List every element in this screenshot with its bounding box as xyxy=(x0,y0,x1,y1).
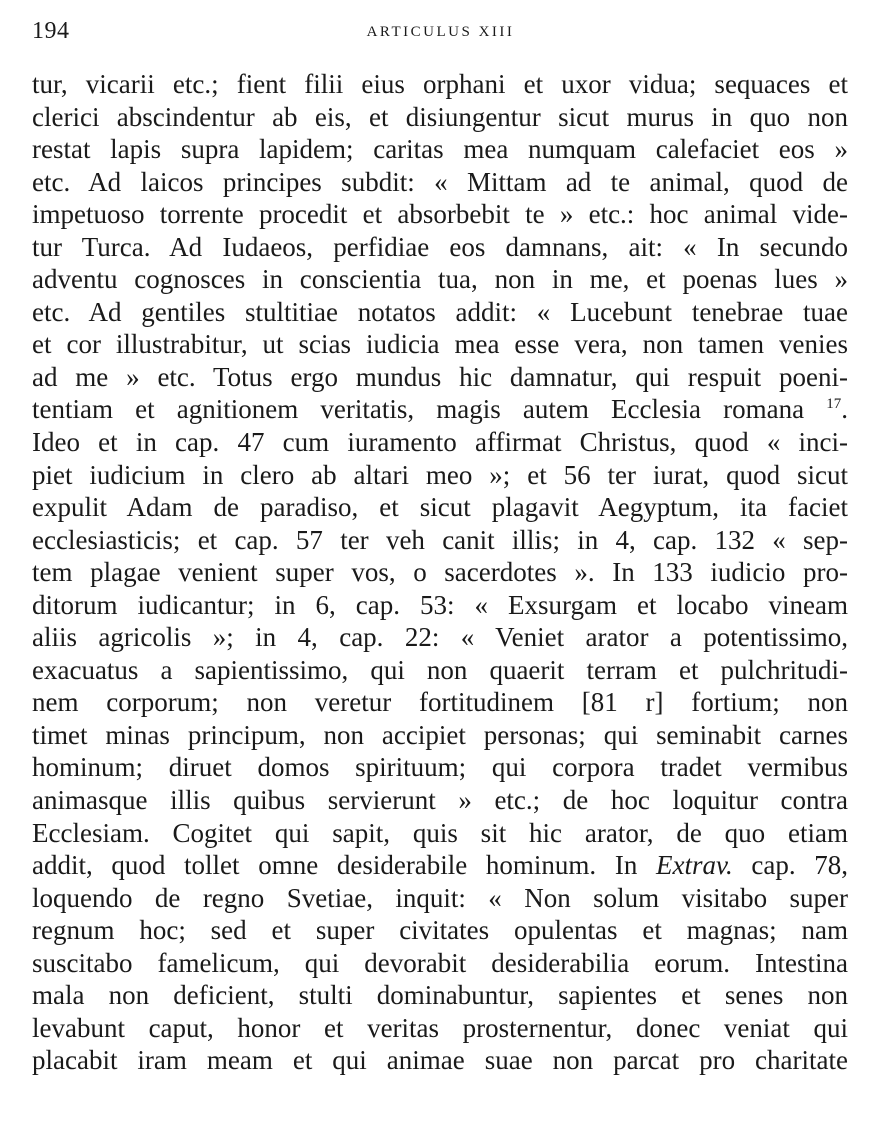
text-line: placabit iram meam et qui animae suae non parcat pro charitate xyxy=(32,1045,848,1076)
text-line: tur Turca. Ad Iudaeos, perfidiae eos damnans, ait: « In secundo xyxy=(32,231,848,262)
italic-abbreviation: Extrav. xyxy=(656,850,733,881)
text-line: ecclesiasticis; et cap. 57 ter veh canit illis; in 4, cap. 132 « sep- xyxy=(32,524,848,555)
text-line: etc. Ad laicos principes subdit: « Mittam ad te animal, quod de xyxy=(32,166,848,197)
text-line: impetuoso torrente procedit et absorbebit te » etc.: hoc animal vide- xyxy=(32,199,848,230)
text-line: aliis agricolis »; in 4, cap. 22: « Veniet arator a potentissimo, xyxy=(32,622,848,653)
text-line: nem corporum; non veretur fortitudinem [81 r] fortium; non xyxy=(32,687,848,718)
text-line: clerici abscindentur ab eis, et disiungentur sicut murus in quo non xyxy=(32,101,848,132)
text-line: ad me » etc. Totus ergo mundus hic damnatur, qui respuit poeni- xyxy=(32,361,848,392)
text-line: mala non deficient, stulti dominabuntur, sapientes et senes non xyxy=(32,980,848,1011)
body-text xyxy=(32,68,848,1077)
text-segment: tentiam et agnitionem veritatis, magis autem Ecclesia romana xyxy=(32,394,805,425)
text-segment: addit, quod tollet omne desiderabile hominum. In xyxy=(32,850,638,881)
text-line: tem plagae venient super vos, o sacerdotes ». In 133 iudicio pro- xyxy=(32,557,848,588)
text-line: Ideo et in cap. 47 cum iuramento affirmat Christus, quod « inci- xyxy=(32,427,848,458)
text-line: piet iudicium in clero ab altari meo »; et 56 ter iurat, quod sicut xyxy=(32,459,848,490)
text-line: tur, vicarii etc.; fient filii eius orphani et uxor vidua; sequaces et xyxy=(32,69,848,99)
text-line: levabunt caput, honor et veritas prosternentur, donec veniat qui xyxy=(32,1012,848,1043)
running-title: ARTICULUS XIII xyxy=(366,24,515,40)
text-segment: . xyxy=(841,394,848,425)
footnote-marker: 17 xyxy=(826,396,842,413)
text-line: loquendo de regno Svetiae, inquit: « Non solum visitabo super xyxy=(32,882,848,913)
text-line: ditorum iudicantur; in 6, cap. 53: « Exsurgam et locabo vineam xyxy=(32,589,848,620)
text-line: exacuatus a sapientissimo, qui non quaerit terram et pulchritudi- xyxy=(32,654,848,685)
text-line: adventu cognosces in conscientia tua, non in me, et poenas lues » xyxy=(32,264,848,295)
text-line-with-footnote xyxy=(32,393,848,426)
text-segment: cap. 78, xyxy=(732,850,848,881)
text-line: animasque illis quibus servierunt » etc.; de hoc loquitur contra xyxy=(32,785,848,816)
running-head xyxy=(30,18,851,48)
text-line-with-italic xyxy=(32,849,848,882)
text-line: etc. Ad gentiles stultitiae notatos addit: « Lucebunt tenebrae tuae xyxy=(32,296,848,327)
text-line: Ecclesiam. Cogitet qui sapit, quis sit hic arator, de quo etiam xyxy=(32,817,848,848)
text-line: timet minas principum, non accipiet personas; qui seminabit carnes xyxy=(32,719,848,750)
text-line: expulit Adam de paradiso, et sicut plagavit Aegyptum, ita faciet xyxy=(32,492,848,523)
text-line: restat lapis supra lapidem; caritas mea numquam calefaciet eos » xyxy=(32,134,848,165)
text-line: hominum; diruet domos spirituum; qui corpora tradet vermibus xyxy=(32,752,848,783)
text-line: suscitabo famelicum, qui devorabit desiderabilia eorum. Intestina xyxy=(32,947,848,978)
page-number: 194 xyxy=(32,18,70,44)
text-line: et cor illustrabitur, ut scias iudicia mea esse vera, non tamen venies xyxy=(32,329,848,360)
text-line: regnum hoc; sed et super civitates opulentas et magnas; nam xyxy=(32,915,848,946)
